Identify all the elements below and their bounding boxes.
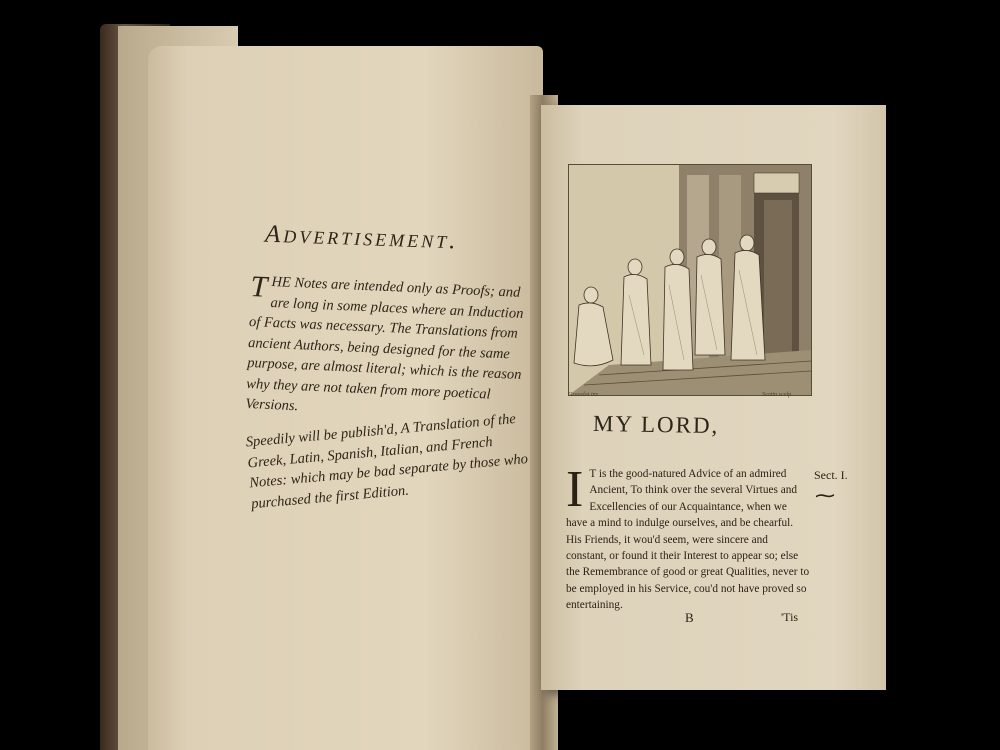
- signature-mark: B: [685, 610, 694, 625]
- initial-letter: I: [566, 461, 584, 518]
- drop-cap: T: [249, 270, 268, 304]
- catchword: 'Tis: [781, 610, 799, 624]
- engraving-caption-left: Gravelot inv.: [568, 392, 600, 398]
- notes-paragraph: [245, 271, 526, 426]
- speedily-paragraph: Speedily will be publish'd, A Translation of the Greek, Latin, Spanish, Italian, and French Notes: which may be bad separate by those who purchased the first Edition.: [245, 410, 529, 512]
- notes-text: HE Notes are intended only as Proofs; and are long in some places where an Induction of Facts was necessary. The Translations from ancient Authors, being designed for the same purpose, are almost literal; which is the reason why they are not taken from more poetical Versions.: [245, 273, 524, 415]
- dedication-text: T is the good-natured Advice of an admired Ancient, To think over the several Virtues and Excellencies of our Acquaintance, when we have a mind to indulge ourselves, and be chearful. His Friends, it wou'd seem, were sincere and constant, or found it their Interest to appear so; else the Remembrance of good or great Qualities, never to be employed in his Service, cou'd not have proved so entertaining.: [566, 468, 810, 612]
- flourish-ornament: ⁓: [815, 485, 835, 507]
- dedication-paragraph: [566, 461, 811, 614]
- salutation: MY LORD,: [592, 410, 720, 439]
- section-marker: Sect. I.: [814, 468, 848, 482]
- engraving-illustration: [568, 164, 812, 396]
- advertisement-title: Advertisement.: [264, 220, 459, 255]
- engraving-caption-right: Scotin sculp.: [762, 392, 793, 398]
